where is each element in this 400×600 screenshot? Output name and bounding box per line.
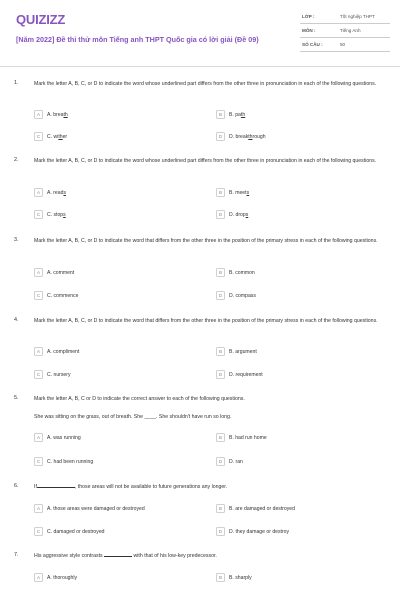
meta-row-class [300, 10, 390, 24]
option-letter: A [34, 433, 43, 442]
answer-blank [37, 487, 75, 488]
option-text: B. had run home [229, 434, 267, 441]
option-letter: C [34, 527, 43, 536]
option-b[interactable] [216, 268, 255, 277]
option-letter: C [34, 457, 43, 466]
option-letter: D [216, 291, 225, 300]
option-letter: A [34, 504, 43, 513]
option-text: A. reads [47, 189, 66, 196]
option-d[interactable] [216, 291, 256, 300]
quizizz-logo: QUIZIZZ [16, 12, 66, 27]
question-number: 3. [14, 237, 19, 243]
option-c[interactable] [34, 291, 78, 300]
question-stem: Mark the letter A, B, C, or D to indicate the word that differs from the other three in the position of the primary stress in each of the following questions. [34, 318, 378, 324]
option-letter: A [34, 268, 43, 277]
option-a[interactable] [34, 110, 68, 119]
question-stem: Mark the letter A, B, C, or D to indicate the word that differs from the other three in the position of the primary stress in each of the following questions. [34, 238, 378, 244]
option-letter: D [216, 210, 225, 219]
option-letter: A [34, 110, 43, 119]
option-letter: D [216, 370, 225, 379]
header-divider [0, 66, 400, 67]
option-text: C. nursery [47, 371, 71, 378]
option-b[interactable] [216, 573, 252, 582]
option-c[interactable] [34, 527, 104, 536]
meta-value: Tốt nghiệp THPT [340, 14, 375, 19]
option-text: B. path [229, 111, 246, 118]
option-c[interactable] [34, 457, 93, 466]
option-text: A. thoroughly [47, 574, 78, 581]
option-letter: B [216, 110, 225, 119]
option-text: D. breakthrough [229, 133, 266, 140]
question-stem: His aggressive style contrasts with that of his low-key predecessor. [34, 553, 217, 559]
option-a[interactable] [34, 573, 77, 582]
option-text: B. meets [229, 189, 250, 196]
option-text: A. breath [47, 111, 68, 118]
meta-row-subject [300, 24, 390, 38]
question-sentence: She was sitting on the grass, out of breath. She ____. She shouldn't have run so long. [34, 414, 232, 420]
question-stem: Mark the letter A, B, C or D to indicate the correct answer to each of the following questions. [34, 396, 245, 402]
option-letter: D [216, 457, 225, 466]
option-text: D. drops [229, 211, 249, 218]
option-text: D. compass [229, 292, 256, 299]
page-header [0, 0, 400, 62]
option-text: B. sharply [229, 574, 252, 581]
question-stem: Mark the letter A, B, C, or D to indicate the word whose underlined part differs from the other three in pronunciation in each of the following questions. [34, 81, 377, 87]
option-letter: B [216, 573, 225, 582]
option-c[interactable] [34, 132, 67, 141]
option-a[interactable] [34, 347, 79, 356]
option-letter: D [216, 132, 225, 141]
option-text: C. stops [47, 211, 66, 218]
option-letter: C [34, 291, 43, 300]
question-number: 2. [14, 157, 19, 163]
option-a[interactable] [34, 268, 74, 277]
option-c[interactable] [34, 370, 71, 379]
meta-key: MÔN : [302, 28, 316, 33]
option-text: B. common [229, 269, 255, 276]
option-text: C. had been running [47, 458, 94, 465]
option-letter: B [216, 268, 225, 277]
option-text: A. was running [47, 434, 81, 441]
option-letter: C [34, 210, 43, 219]
question-number: 7. [14, 552, 19, 558]
option-d[interactable] [216, 527, 289, 536]
meta-key: LỚP : [302, 14, 315, 19]
option-d[interactable] [216, 370, 263, 379]
option-text: B. argument [229, 348, 257, 355]
page-title: [Năm 2022] Đề thi thử môn Tiếng anh THPT Quốc gia có lời giải (Đề 09) [16, 35, 259, 44]
option-text: C. wither [47, 133, 68, 140]
option-letter: C [34, 132, 43, 141]
option-letter: D [216, 527, 225, 536]
option-text: A. those areas were damaged or destroyed [47, 505, 145, 512]
option-text: B. are damaged or destroyed [229, 505, 295, 512]
option-letter: A [34, 188, 43, 197]
question-number: 5. [14, 395, 19, 401]
option-letter: C [34, 370, 43, 379]
option-text: A. comment [47, 269, 75, 276]
answer-blank [104, 556, 132, 557]
option-text: C. commence [47, 292, 79, 299]
option-b[interactable] [216, 433, 267, 442]
meta-box [300, 10, 390, 52]
option-b[interactable] [216, 110, 245, 119]
option-b[interactable] [216, 347, 257, 356]
option-letter: B [216, 188, 225, 197]
option-b[interactable] [216, 188, 249, 197]
question-number: 4. [14, 317, 19, 323]
option-d[interactable] [216, 210, 248, 219]
option-letter: A [34, 573, 43, 582]
option-c[interactable] [34, 210, 66, 219]
question-stem: If , those areas will not be available to future generations any longer. [34, 484, 228, 490]
question-number: 1. [14, 80, 19, 86]
option-text: D. ran [229, 458, 243, 465]
option-b[interactable] [216, 504, 295, 513]
option-a[interactable] [34, 433, 81, 442]
option-text: C. damaged or destroyed [47, 528, 105, 535]
option-letter: B [216, 347, 225, 356]
option-a[interactable] [34, 188, 66, 197]
option-text: D. they damage or destroy [229, 528, 290, 535]
meta-value: Tiếng Anh [340, 28, 361, 33]
option-text: A. compliment [47, 348, 80, 355]
option-letter: A [34, 347, 43, 356]
option-d[interactable] [216, 457, 243, 466]
meta-key: SỐ CÂU : [302, 42, 323, 47]
option-text: D. requirement [229, 371, 263, 378]
option-a[interactable] [34, 504, 145, 513]
option-letter: B [216, 433, 225, 442]
option-letter: B [216, 504, 225, 513]
meta-row-count [300, 38, 390, 52]
meta-value: 50 [340, 42, 346, 47]
question-stem: Mark the letter A, B, C, or D to indicate the word whose underlined part differs from the other three in pronunciation in each of the following questions. [34, 158, 377, 164]
option-d[interactable] [216, 132, 266, 141]
question-number: 6. [14, 483, 19, 489]
